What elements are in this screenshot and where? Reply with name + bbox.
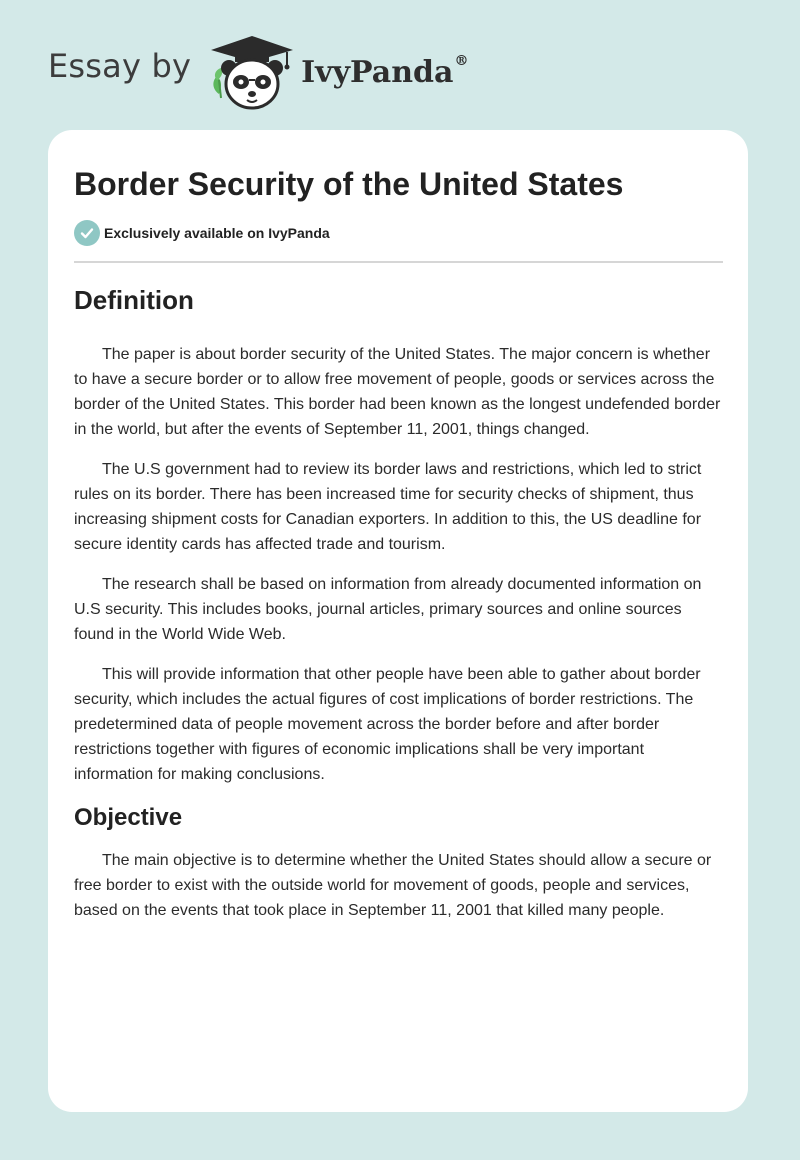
panda-logo-icon[interactable]: [207, 32, 297, 112]
essay-card: [48, 130, 748, 1112]
section-heading-definition: Definition: [74, 285, 194, 315]
paragraph: The main objective is to determine whether the United States should allow a secure or free border to exist with the outside world for movement of goods, people and services, based on the events that took place in September 11, 2001 that killed many people.: [74, 852, 712, 919]
section-heading-objective: Objective: [74, 804, 183, 831]
brand-name[interactable]: [301, 52, 469, 90]
paragraph: The paper is about border security of the United States. The major concern is whether to have a secure border or to allow free movement of people, goods or services across the border of the United States. This border had been known as the longest undefended border in the world, but after the events of September 11, 2001, things changed.: [74, 346, 721, 438]
paragraph: The U.S government had to review its border laws and restrictions, which led to strict rules on its border. There has been increased time for security checks of shipment, thus increasing shipment costs for Canadian exporters. In addition to this, the US deadline for secure identity cards has affected trade and tourism.: [74, 461, 702, 553]
paragraph: This will provide information that other people have been able to gather about border security, which includes the actual figures of cost implications of border restrictions. The predetermined data of people movement across the border before and after border restrictions together with figures of economic implications shall be very important information for making conclusions.: [74, 666, 701, 783]
registered-mark: ®: [454, 52, 469, 69]
title-divider: [74, 261, 723, 263]
essay-body: [74, 282, 723, 938]
exclusive-badge: [74, 220, 330, 246]
brand-name-text: IvyPanda: [301, 54, 454, 90]
check-circle-icon: [74, 220, 100, 246]
exclusive-badge-text: Exclusively available on IvyPanda: [104, 225, 330, 241]
page-title: Border Security of the United States: [74, 166, 624, 202]
essay-by-label: Essay by: [48, 47, 192, 85]
site-header: [48, 32, 468, 112]
paragraph: The research shall be based on information from already documented information on U.S security. This includes books, journal articles, primary sources and online sources found in the World Wide Web.: [74, 576, 702, 643]
